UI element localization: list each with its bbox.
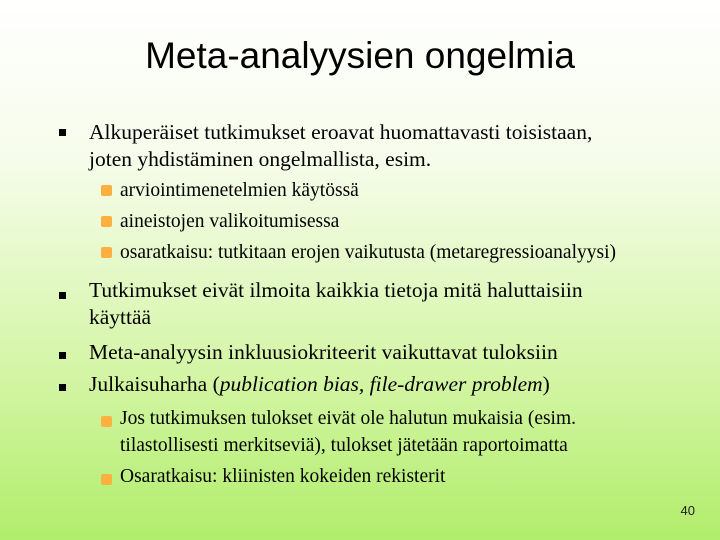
bullet-text-suffix: ) (542, 372, 550, 396)
bullet-text: Meta-analyysin inkluusiokriteerit vaikuttavat tuloksiin (89, 340, 558, 364)
square-bullet-icon (59, 352, 66, 359)
sub-bullet-text: aineistojen valikoitumisessa (120, 211, 340, 232)
bullet-text: Alkuperäiset tutkimukset eroavat huomattavasti toisistaan, (89, 120, 593, 144)
sub-bullet-text: arviointimenetelmien käytössä (120, 180, 359, 201)
bullet-text: Tutkimukset eivät ilmoita kaikkia tietoja mitä haluttaisiin (89, 278, 583, 302)
square-bullet-icon (59, 384, 66, 391)
diamond-bullet-icon (101, 474, 112, 485)
diamond-bullet-icon (101, 185, 112, 196)
sub-bullet-text: osaratkaisu: tutkitaan erojen vaikutusta (metaregressioanalyysi) (120, 242, 617, 263)
slide-title: Meta-analyysien ongelmia (145, 35, 575, 76)
square-bullet-icon (59, 129, 66, 136)
sub-bullet-text: Jos tutkimuksen tulokset eivät ole halutun mukaisia (esim. (120, 408, 577, 429)
bullet-text-prefix: Julkaisuharha ( (89, 372, 220, 396)
diamond-bullet-icon (101, 216, 112, 227)
page-number: 40 (680, 503, 695, 518)
bullet-text (89, 371, 550, 398)
diamond-bullet-icon (101, 247, 112, 258)
diamond-bullet-icon (101, 416, 112, 427)
sub-bullet-text: Osaratkaisu: kliinisten kokeiden rekisterit (120, 466, 446, 487)
square-bullet-icon (59, 292, 66, 299)
bullet-text-italic: publication bias, file-drawer problem (219, 372, 543, 396)
bullet-text: joten yhdistäminen ongelmallista, esim. (89, 147, 432, 171)
bullet-text: käyttää (89, 305, 152, 329)
sub-bullet-text: tilastollisesti merkitseviä), tulokset jätetään raportoimatta (120, 435, 568, 456)
